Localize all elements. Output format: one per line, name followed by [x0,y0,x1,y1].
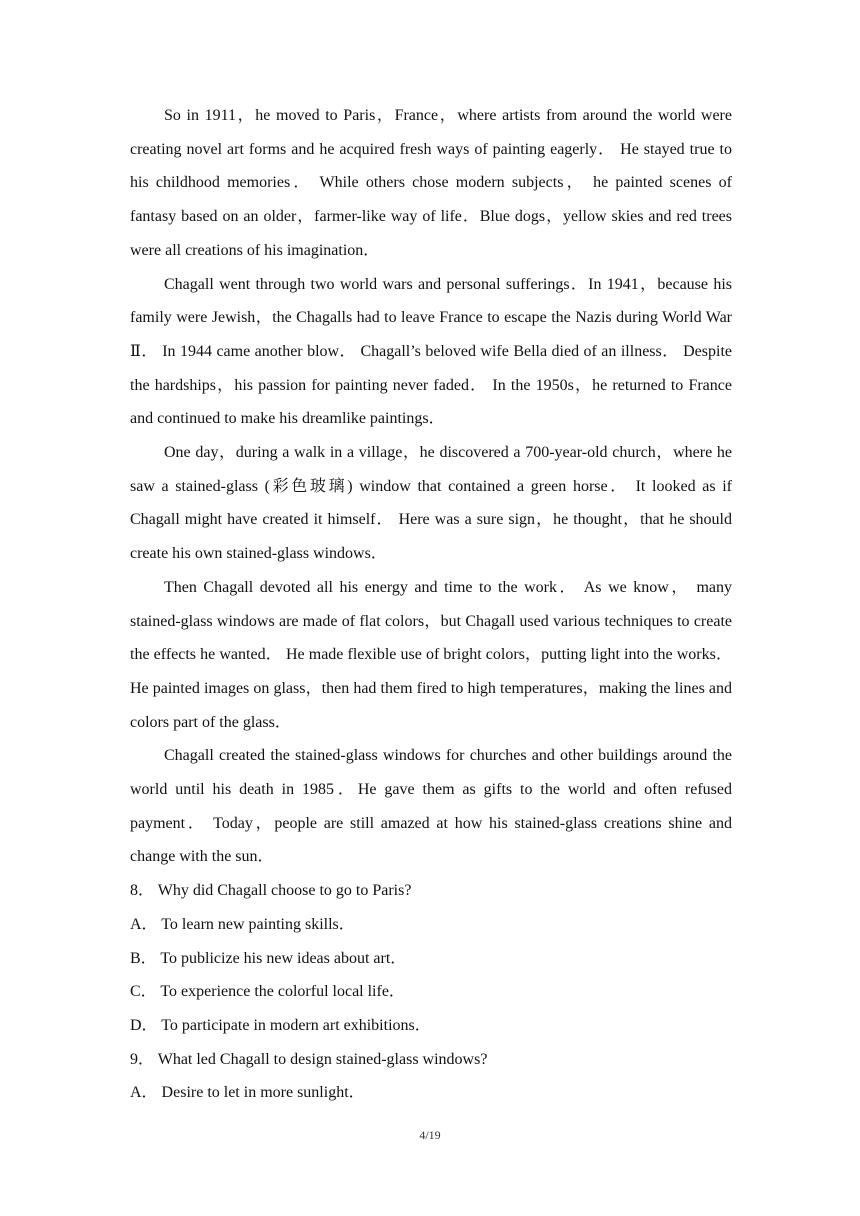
question-8-option-d: D． To participate in modern art exhibitions． [130,1016,431,1034]
paragraph-techniques: Then Chagall devoted all his energy and time to the work． As we know， many stained-glass windows are made of flat colors，but Chagall used various techniques to create the effects he wanted． He made flexible use of bright colors，putting light into the works． He painted images on glass，then had them fired to high temperatures，making the lines and colors part of the glass． [130,578,732,731]
page-number: 4/19 [419,1128,441,1142]
question-8: 8． Why did Chagall choose to go to Paris? [130,882,412,900]
paragraph-church-discovery: One day，during a walk in a village，he discovered a 700-year-old church，where he saw a stained-glass (彩色玻璃) window that contained a green horse． It looked as if Chagall might have created it himself． Here was a sure sign，he thought，that he should create his own stained-glass windows． [130,444,732,563]
question-8-option-b: B． To publicize his new ideas about art． [130,949,407,967]
paragraph-paris: So in 1911，he moved to Paris，France，where artists from around the world were creating novel art forms and he acquired fresh ways of painting eagerly． He stayed true to his childhood memories． While others chose modern subjects， he painted scenes of fantasy based on an older，farmer-like way of life．Blue dogs，yellow skies and red trees were all creations of his imagination． [130,107,732,259]
paragraph-legacy: Chagall created the stained-glass windows for churches and other buildings around the world until his death in 1985．He gave them as gifts to the world and often refused payment． Today，people are still amazed at how his stained-glass creations shine and change with the sun． [130,747,732,866]
question-9: 9． What led Chagall to design stained-glass windows? [130,1050,488,1068]
document-body [130,99,732,1110]
question-8-option-a: A． To learn new painting skills． [130,915,355,933]
paragraph-world-wars: Chagall went through two world wars and personal sufferings．In 1941，because his family were Jewish，the Chagalls had to leave France to escape the Nazis during World War Ⅱ． In 1944 came another blow． Chagall’s beloved wife Bella died of an illness． Despite the hardships，his passion for painting never faded． In the 1950s，he returned to France and continued to make his dreamlike paintings． [130,275,732,428]
question-8-option-c: C． To experience the colorful local life． [130,983,405,1001]
question-9-option-a: A． Desire to let in more sunlight． [130,1084,365,1102]
